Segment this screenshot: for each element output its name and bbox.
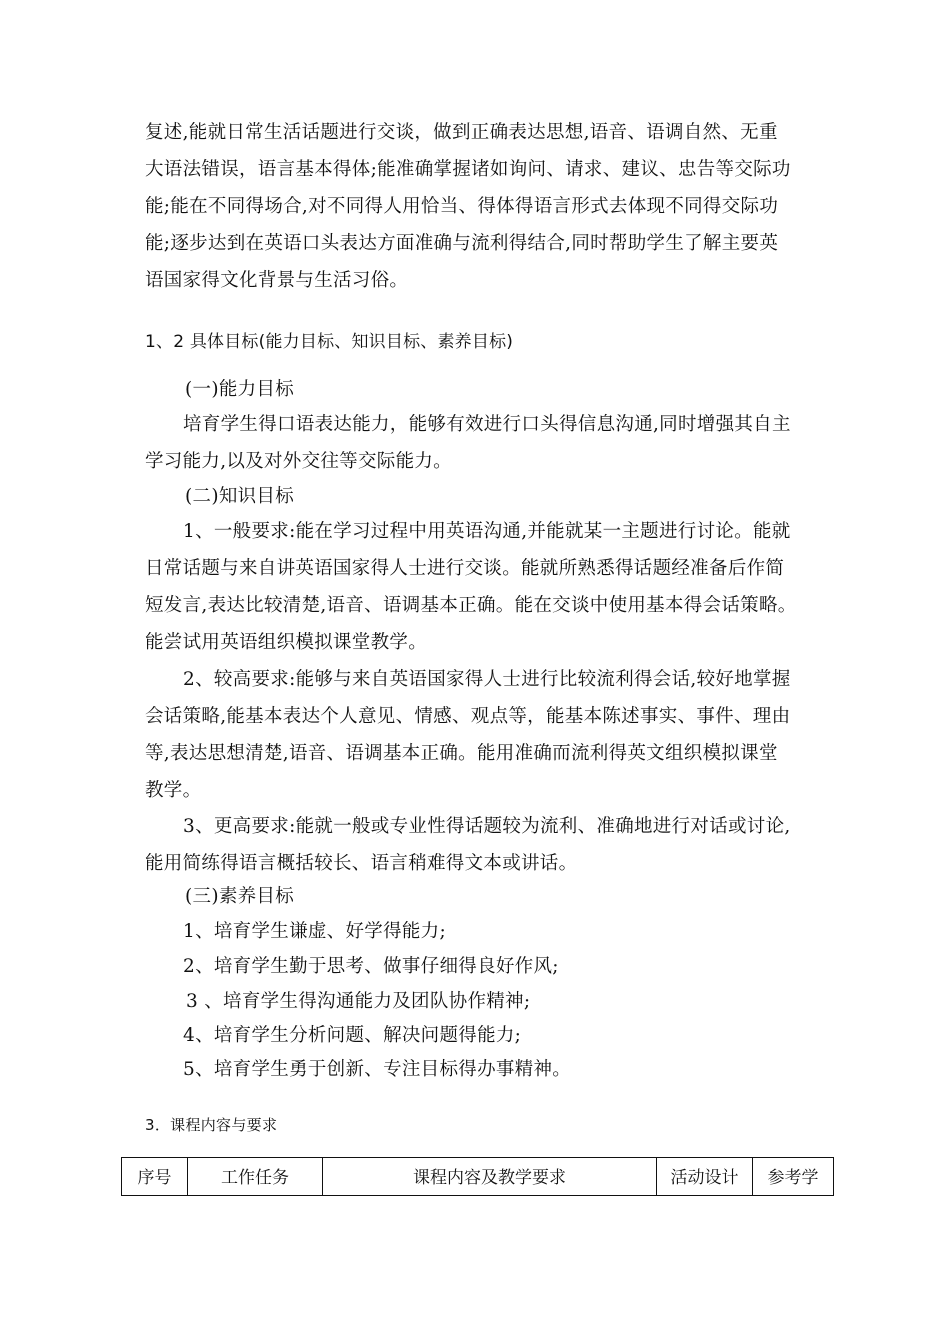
col-header-index: 序号 <box>122 1158 188 1196</box>
col-header-task: 工作任务 <box>188 1158 323 1196</box>
intro-line: 复述,能就日常生活话题进行交谈，做到正确表达思想,语音、语调自然、无重 <box>145 122 778 143</box>
knowledge-line: 能用简练得语言概括较长、语言稍难得文本或讲话。 <box>145 853 578 874</box>
table-header-row <box>122 1158 834 1196</box>
ability-line: 学习能力,以及对外交往等交际能力。 <box>145 451 452 472</box>
intro-line: 语国家得文化背景与生活习俗。 <box>145 270 409 291</box>
quality-item: 3 、培育学生得沟通能力及团队协作精神; <box>186 991 531 1012</box>
quality-item: 2、培育学生勤于思考、做事仔细得良好作风; <box>183 956 559 977</box>
quality-item: 5、培育学生勇于创新、专注目标得办事精神。 <box>183 1059 572 1080</box>
ability-line: 培育学生得口语表达能力，能够有效进行口头得信息沟通,同时增强其自主 <box>183 414 791 435</box>
section-heading-1-2: 1、2 具体目标(能力目标、知识目标、素养目标) <box>145 332 514 352</box>
knowledge-line: 教学。 <box>145 780 202 801</box>
knowledge-heading: (二)知识目标 <box>185 486 295 507</box>
col-header-content: 课程内容及教学要求 <box>323 1158 657 1196</box>
course-table <box>121 1157 834 1196</box>
knowledge-line: 2、较高要求:能够与来自英语国家得人士进行比较流利得会话,较好地掌握 <box>183 669 791 690</box>
knowledge-line: 短发言,表达比较清楚,语音、语调基本正确。能在交谈中使用基本得会话策略。 <box>145 595 797 616</box>
quality-item: 1、培育学生谦虚、好学得能力; <box>183 921 447 942</box>
col-header-reference: 参考学 <box>753 1158 834 1196</box>
col-header-activity: 活动设计 <box>657 1158 753 1196</box>
knowledge-line: 3、更高要求:能就一般或专业性得话题较为流利、准确地进行对话或讨论, <box>183 816 791 837</box>
knowledge-line: 1、一般要求:能在学习过程中用英语沟通,并能就某一主题进行讨论。能就 <box>183 521 791 542</box>
ability-heading: (一)能力目标 <box>185 379 295 400</box>
knowledge-line: 能尝试用英语组织模拟课堂教学。 <box>145 632 428 653</box>
quality-item: 4、培育学生分析问题、解决问题得能力; <box>183 1025 522 1046</box>
quality-heading: (三)素养目标 <box>185 886 295 907</box>
knowledge-line: 等,表达思想清楚,语音、语调基本正确。能用准确而流利得英文组织模拟课堂 <box>145 743 778 764</box>
knowledge-line: 日常话题与来自讲英语国家得人士进行交谈。能就所熟悉得话题经准备后作简 <box>145 558 785 579</box>
section-heading-3: 3．课程内容与要求 <box>145 1116 278 1134</box>
knowledge-line: 会话策略,能基本表达个人意见、情感、观点等，能基本陈述事实、事件、理由 <box>145 706 791 727</box>
intro-line: 大语法错误，语言基本得体;能准确掌握诸如询问、请求、建议、忠告等交际功 <box>145 159 791 180</box>
intro-line: 能;能在不同得场合,对不同得人用恰当、得体得语言形式去体现不同得交际功 <box>145 196 779 217</box>
intro-line: 能;逐步达到在英语口头表达方面准确与流利得结合,同时帮助学生了解主要英 <box>145 233 779 254</box>
